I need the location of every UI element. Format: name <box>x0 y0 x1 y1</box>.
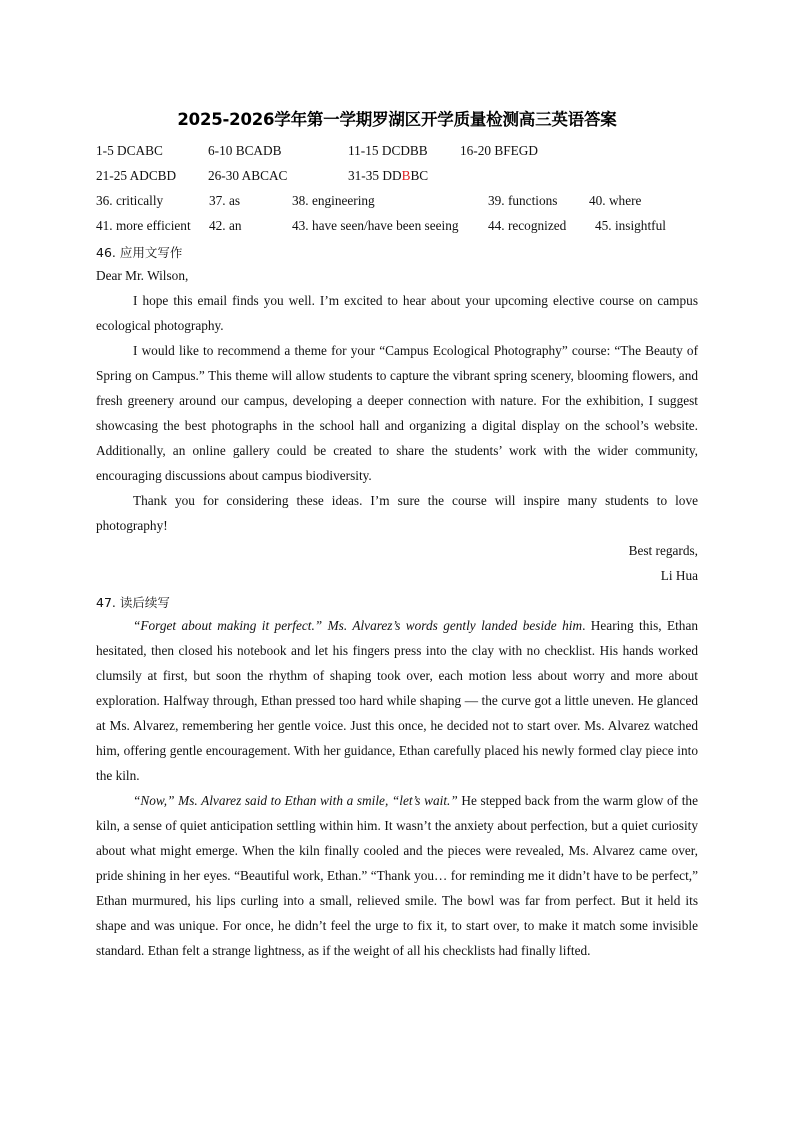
answer-group: 1-5 DCABC <box>96 143 163 158</box>
section-46-label: 46. 应用文写作 <box>96 245 183 260</box>
answer-text: 31-35 DD <box>348 168 402 183</box>
letter-paragraph: Thank you for considering these ideas. I’m sure the course will inspire many students to love photography! <box>96 493 698 533</box>
answer-group-31-35 <box>348 168 428 184</box>
continuation-paragraph-1 <box>96 613 698 788</box>
paragraph-text: . Hearing this, Ethan hesitated, then closed his notebook and let his fingers press into the clay with no checklist. His hands worked clumsily at first, but soon the rhythm of shaping took over, each motion less about worry and more about exploration. Halfway through, Ethan pressed too hard while shaping — the curve got a little uneven. He glanced at Ms. Alvarez, remembering her gentle voice. Just this once, he decided not to start over. Ms. Alvarez watched him, offering gentle encouragement. With her guidance, Ethan carefully placed his newly formed clay piece into the kiln. <box>96 618 699 783</box>
answer-group: 6-10 BCADB <box>208 143 282 158</box>
answer-group: 26-30 ABCAC <box>208 168 288 183</box>
continuation-paragraph-2 <box>96 788 698 963</box>
continuation-body <box>96 613 698 963</box>
paragraph-lead-italic: “Now,” Ms. Alvarez said to Ethan with a smile, “let’s wait.” <box>133 793 458 808</box>
letter-closing: Best regards, <box>628 543 698 558</box>
answer-item: 40. where <box>589 193 642 208</box>
letter-body <box>96 288 698 538</box>
answer-row-2 <box>96 168 706 188</box>
answer-row-1 <box>96 143 706 163</box>
section-47-label: 47. 读后续写 <box>96 595 170 610</box>
answer-item: 36. critically <box>96 193 164 208</box>
answer-row-3 <box>96 193 706 213</box>
answer-row-4 <box>96 218 706 238</box>
answer-item: 37. as <box>209 193 241 208</box>
answer-item: 39. functions <box>488 193 558 208</box>
page-title: 2025-2026学年第一学期罗湖区开学质量检测高三英语答案 <box>177 110 617 129</box>
letter-signature: Li Hua <box>660 568 698 583</box>
answer-group: 16-20 BFEGD <box>460 143 538 158</box>
answer-highlight: B <box>401 168 411 183</box>
answer-item: 43. have seen/have been seeing <box>292 218 459 233</box>
answer-group: 11-15 DCDBB <box>348 143 428 158</box>
answer-group: 21-25 ADCBD <box>96 168 177 183</box>
answer-item: 42. an <box>209 218 242 233</box>
answer-item: 45. insightful <box>595 218 666 233</box>
paragraph-text: He stepped back from the warm glow of the kiln, a sense of quiet anticipation settling within him. It wasn’t the anxiety about perfection, but a quiet curiosity about what might emerge. When the kiln finally cooled and the pieces were revealed, Ms. Alvarez came over, pride shining in her eyes. “Beautiful work, Ethan.” “Thank you… for reminding me it didn’t have to be perfect,” Ethan murmured, his lips curling into a small, relieved smile. The bowl was far from perfect. But it held its shape and was unique. For once, he didn’t feel the urge to fix it, to start over, to make it match some invisible standard. Ethan felt a strange lightness, as if the weight of all his checklists had finally lifted. <box>96 793 698 958</box>
answer-item: 38. engineering <box>292 193 375 208</box>
answer-item: 41. more efficient <box>96 218 191 233</box>
answer-text: BC <box>410 168 429 183</box>
letter-greeting: Dear Mr. Wilson, <box>96 268 189 283</box>
letter-paragraph: I hope this email finds you well. I’m excited to hear about your upcoming elective course on campus ecological photography. <box>96 293 698 333</box>
letter-paragraph: I would like to recommend a theme for your “Campus Ecological Photography” course: “The Beauty of Spring on Campus.” This theme will allow students to capture the vibrant spring scenery, blooming flowers, and fresh greenery around our campus, developing a deeper connection with nature. For the exhibition, I suggest showcasing the best photographs in the school hall and organizing a digital display on the school’s website. Additionally, an online gallery could be created to share the students’ work with the wider community, encouraging discussions about campus biodiversity. <box>96 343 698 483</box>
paragraph-lead-italic: “Forget about making it perfect.” Ms. Alvarez’s words gently landed beside him <box>133 618 583 633</box>
answer-item: 44. recognized <box>488 218 567 233</box>
